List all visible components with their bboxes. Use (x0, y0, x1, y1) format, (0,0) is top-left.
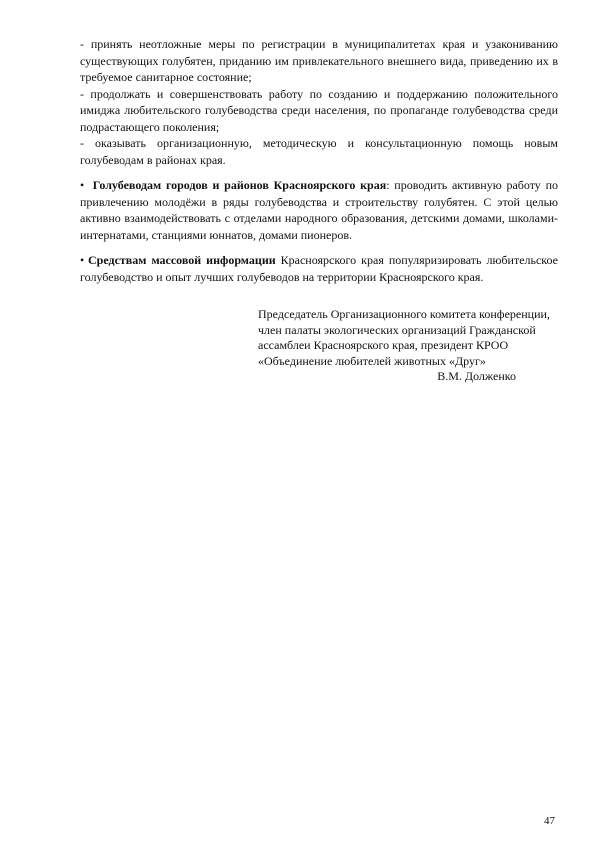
bullet-marker: • (80, 178, 85, 192)
bullet-text: : проводить активную работу по привлечению молодёжи в ряды голубеводства и строительству голубятен. С этой целью активно взаимодействовать с отделами народного образования, детскими домами, школами-интернатами, станциями юннатов, домами пионеров. (80, 178, 558, 242)
bullet-pigeon-keepers (80, 177, 558, 243)
dash-item-image: - продолжать и совершенствовать работу по созданию и поддержанию положительного имиджа любительского голубеводства среди населения, по пропаганде голубеводства среди подрастающего поколения; (80, 86, 558, 134)
dash-list (80, 36, 558, 168)
signatory-name: В.М. Долженко (437, 369, 516, 383)
bullet-addressee: Голубеводам городов и районов Красноярского края (92, 178, 387, 192)
page-number: 47 (544, 815, 555, 827)
bullet-addressee: Средствам массовой информации (88, 253, 276, 267)
bullet-marker: • (80, 253, 85, 267)
signature-line: Председатель Организационного комитета конференции, (258, 307, 550, 321)
signature-line: ассамблеи Красноярского края, президент КРОО (258, 338, 509, 352)
signature-block (258, 307, 558, 385)
resolution-text (80, 36, 558, 285)
bullet-mass-media (80, 252, 558, 285)
dash-item-registration: - принять неотложные меры по регистрации в муниципалитетах края и узакониванию существующих голубятен, приданию им привлекательного внешнего вида, приведению их в требуемое санитарное состояние; (80, 37, 558, 84)
dash-item-assistance: - оказывать организационную, методическую и консультационную помощь новым голубеводам в районах края. (80, 136, 558, 167)
signature-line: «Объединение любителей животных «Друг» (258, 353, 486, 368)
bullet-text: Красноярского края популяризировать любительское голубеводство и опыт лучших голубеводов на территории Красноярского края. (80, 253, 558, 284)
signature-line: член палаты экологических организаций Гражданской (258, 322, 536, 337)
